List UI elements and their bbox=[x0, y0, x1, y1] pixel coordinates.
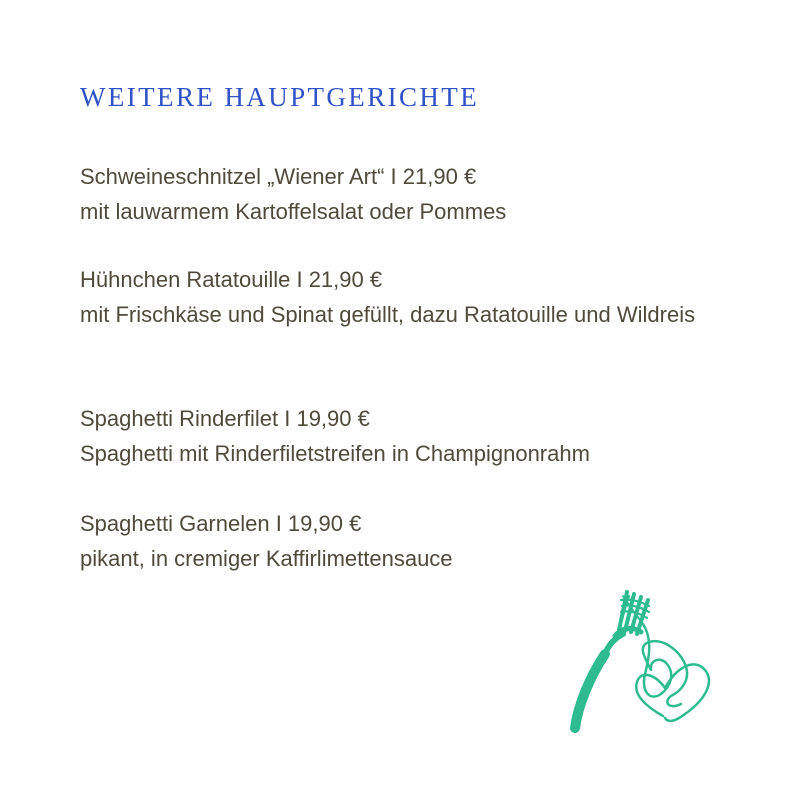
menu-item bbox=[80, 401, 760, 471]
menu-item bbox=[80, 262, 760, 332]
dish-description: Spaghetti mit Rinderfiletstreifen in Champignonrahm bbox=[80, 441, 590, 466]
menu-item bbox=[80, 159, 760, 229]
fork-with-spaghetti-heart-icon bbox=[545, 578, 720, 743]
dish-title-price: Spaghetti Rinderfilet I 19,90 € bbox=[80, 406, 370, 431]
section-title: WEITERE HAUPTGERICHTE bbox=[80, 82, 480, 112]
menu-item bbox=[80, 506, 760, 576]
dish-description: mit lauwarmem Kartoffelsalat oder Pommes bbox=[80, 199, 507, 224]
dish-description: pikant, in cremiger Kaffirlimettensauce bbox=[80, 546, 453, 571]
dish-title-price: Hühnchen Ratatouille I 21,90 € bbox=[80, 267, 383, 292]
dish-description: mit Frischkäse und Spinat gefüllt, dazu Ratatouille und Wildreis bbox=[80, 302, 696, 327]
dish-title-price: Spaghetti Garnelen I 19,90 € bbox=[80, 511, 362, 536]
dish-title-price: Schweineschnitzel „Wiener Art“ I 21,90 € bbox=[80, 164, 477, 189]
